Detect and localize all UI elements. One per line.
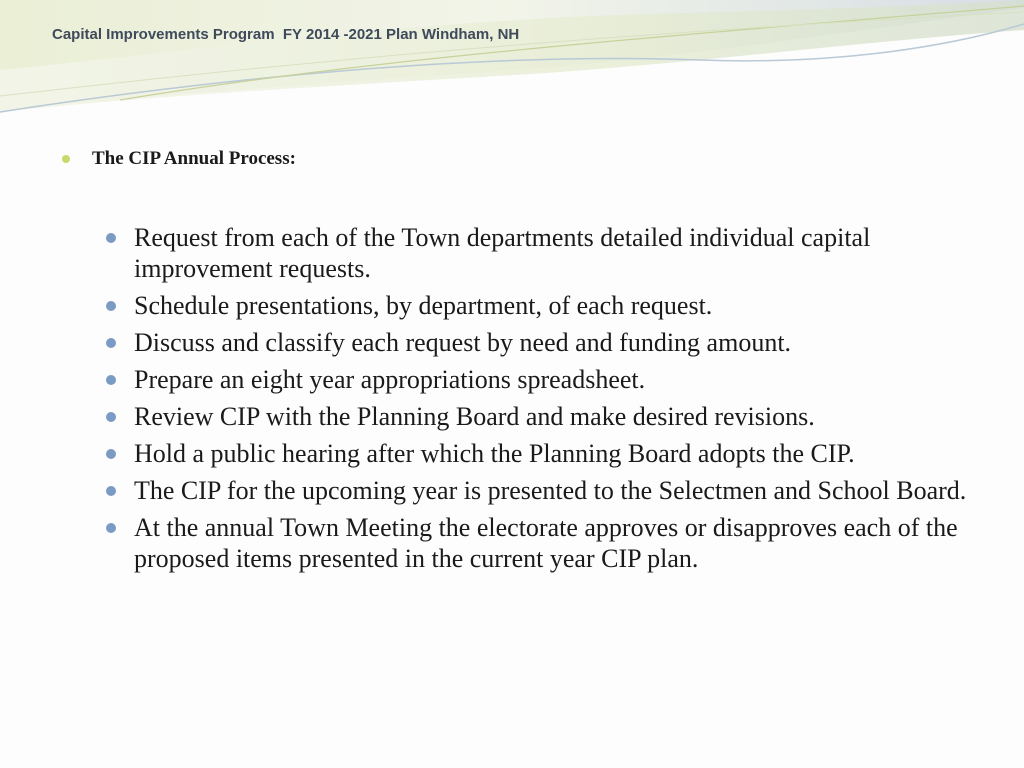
bullet-icon — [106, 449, 116, 459]
bullet-icon — [106, 301, 116, 311]
list-item — [106, 290, 986, 321]
list-item-text: Discuss and classify each request by need and funding amount. — [134, 328, 792, 357]
list-item-text: Hold a public hearing after which the Planning Board adopts the CIP. — [134, 439, 855, 468]
list-item — [106, 364, 986, 395]
bullet-icon — [106, 523, 116, 533]
list-item-text: Prepare an eight year appropriations spreadsheet. — [134, 365, 646, 394]
list-item — [106, 438, 986, 469]
list-item — [106, 475, 986, 506]
heading-bullet-icon — [62, 155, 70, 163]
list-item — [106, 222, 986, 284]
list-item — [106, 401, 986, 432]
list-item — [106, 512, 986, 574]
section-heading: The CIP Annual Process: — [92, 148, 296, 169]
list-item-text: The CIP for the upcoming year is presented to the Selectmen and School Board. — [134, 476, 967, 505]
bullet-icon — [106, 412, 116, 422]
process-steps-list — [106, 222, 986, 580]
bullet-icon — [106, 375, 116, 385]
slide-header-title: Capital Improvements Program FY 2014 -2021 Plan Windham, NH — [52, 26, 520, 43]
list-item-text: Schedule presentations, by department, of each request. — [134, 291, 713, 320]
bullet-icon — [106, 233, 116, 243]
header-wave-decoration — [0, 0, 1024, 130]
list-item — [106, 327, 986, 358]
bullet-icon — [106, 486, 116, 496]
bullet-icon — [106, 338, 116, 348]
section-heading-row — [62, 148, 296, 170]
list-item-text: At the annual Town Meeting the electorate approves or disapproves each of the proposed items presented in the current year CIP plan. — [134, 513, 958, 573]
list-item-text: Review CIP with the Planning Board and make desired revisions. — [134, 402, 815, 431]
list-item-text: Request from each of the Town departments detailed individual capital improvement requests. — [134, 223, 871, 283]
